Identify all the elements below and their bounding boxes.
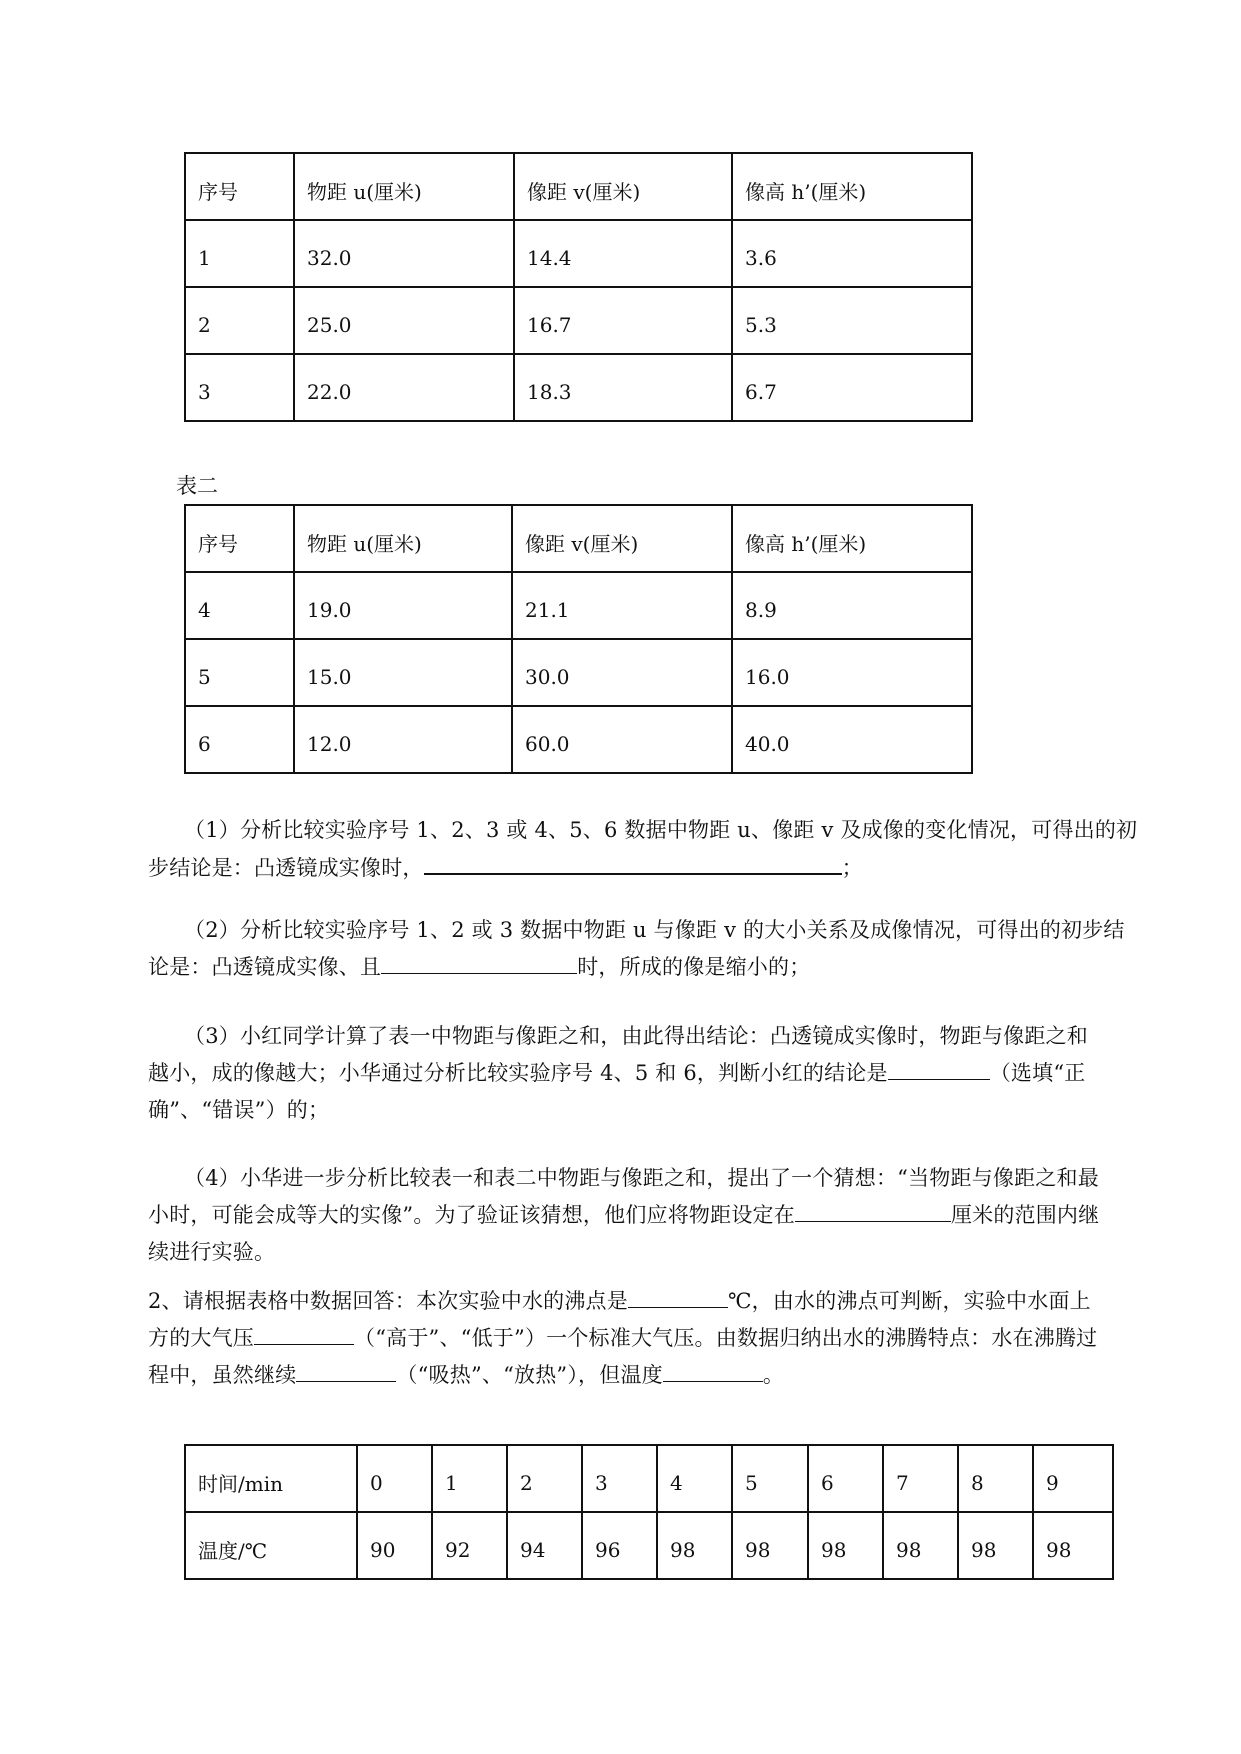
table-cell: 25.0: [294, 287, 514, 354]
answer-blank-temperature[interactable]: [663, 1357, 763, 1382]
table-cell: 15.0: [294, 639, 512, 706]
table-cell: 32.0: [294, 220, 514, 287]
table-cell: 4: [657, 1445, 732, 1512]
question-4-line-1: （4）小华进一步分析比较表一和表二中物距与像距之和，提出了一个猜想：“当物距与像距之和最: [184, 1166, 1099, 1190]
header-cell: 序号: [185, 153, 294, 220]
header-cell: 像距 v(厘米): [514, 153, 732, 220]
table-cell: 1: [185, 220, 294, 287]
header-cell: 序号: [185, 505, 294, 572]
table-cell: 98: [1033, 1512, 1113, 1579]
question-1: [148, 812, 1137, 887]
table-cell: 0: [357, 1445, 432, 1512]
question-4: [148, 1160, 1099, 1271]
table-cell: 4: [185, 572, 294, 639]
table-cell: 6: [185, 706, 294, 773]
boiling-data-table: [184, 1444, 1114, 1580]
problem-2-line-2: [148, 1320, 1097, 1357]
answer-blank-air-pressure[interactable]: [254, 1320, 354, 1345]
table-cell: 3: [185, 354, 294, 421]
table-cell: 3: [582, 1445, 657, 1512]
time-row: [185, 1445, 1113, 1512]
table-cell: 5: [185, 639, 294, 706]
table-cell: 8: [958, 1445, 1033, 1512]
temperature-row: [185, 1512, 1113, 1579]
problem-2-text-7: 。: [762, 1363, 785, 1387]
header-cell: 像高 h’(厘米): [732, 153, 972, 220]
question-3: [148, 1018, 1088, 1129]
header-cell: 像高 h’(厘米): [732, 505, 972, 572]
table-cell: 98: [657, 1512, 732, 1579]
table-header-row: [185, 505, 972, 572]
answer-blank-boiling-point[interactable]: [628, 1283, 728, 1308]
question-1-line-1: （1）分析比较实验序号 1、2、3 或 4、5、6 数据中物距 u、像距 v 及成像的变化情况，可得出的初: [184, 818, 1138, 842]
table-row: [185, 220, 972, 287]
table-cell: 98: [732, 1512, 808, 1579]
table-cell: 96: [582, 1512, 657, 1579]
problem-2-text-2: ℃，由水的沸点可判断，实验中水面上: [727, 1289, 1091, 1313]
table-cell: 6: [808, 1445, 883, 1512]
question-2-text-before: 论是：凸透镜成实像、且: [148, 955, 382, 979]
temp-label-cell: 温度/℃: [185, 1512, 357, 1579]
question-2-text-after: 时，所成的像是缩小的；: [577, 955, 811, 979]
lens-data-table-1: [184, 152, 973, 422]
question-2-line-2: [148, 949, 1125, 986]
table-cell: 22.0: [294, 354, 514, 421]
question-2-line-1: （2）分析比较实验序号 1、2 或 3 数据中物距 u 与像距 v 的大小关系及成像情况，可得出的初步结: [184, 918, 1125, 942]
table-cell: 90: [357, 1512, 432, 1579]
answer-blank-q3[interactable]: [888, 1055, 990, 1080]
problem-2-text-3: 方的大气压: [148, 1326, 254, 1350]
question-3-line-2: [148, 1055, 1088, 1092]
time-label-cell: 时间/min: [185, 1445, 357, 1512]
question-1-line-2: [148, 849, 1137, 887]
table-cell: 14.4: [514, 220, 732, 287]
answer-blank-q1[interactable]: [424, 849, 842, 875]
table-row: [185, 572, 972, 639]
table-cell: 60.0: [512, 706, 732, 773]
question-3-text-after: （选填“正: [989, 1061, 1086, 1085]
question-3-line-1: （3）小红同学计算了表一中物距与像距之和，由此得出结论：凸透镜成实像时，物距与像距之和: [184, 1024, 1088, 1048]
table-cell: 98: [958, 1512, 1033, 1579]
table-2-caption: 表二: [176, 474, 218, 498]
table-cell: 16.0: [732, 639, 972, 706]
question-4-text-before: 小时，可能会成等大的实像”。为了验证该猜想，他们应将物距设定在: [148, 1203, 795, 1227]
table-cell: 16.7: [514, 287, 732, 354]
answer-blank-heat[interactable]: [296, 1357, 396, 1382]
problem-2-text-5: 程中，虽然继续: [148, 1363, 297, 1387]
problem-2-line-3: [148, 1357, 1097, 1394]
table-cell: 2: [507, 1445, 582, 1512]
question-1-text-after: ；: [841, 856, 863, 880]
problem-2-text-1: 2、请根据表格中数据回答：本次实验中水的沸点是: [148, 1289, 628, 1313]
table-cell: 8.9: [732, 572, 972, 639]
table-cell: 92: [432, 1512, 507, 1579]
table-cell: 30.0: [512, 639, 732, 706]
problem-2-line-1: [148, 1283, 1097, 1320]
table-cell: 2: [185, 287, 294, 354]
table-cell: 40.0: [732, 706, 972, 773]
question-2: [148, 912, 1125, 986]
answer-blank-q2[interactable]: [381, 949, 577, 974]
table-cell: 1: [432, 1445, 507, 1512]
table-row: [185, 354, 972, 421]
answer-blank-q4[interactable]: [795, 1197, 951, 1222]
table-row: [185, 639, 972, 706]
question-4-line-2: [148, 1197, 1099, 1234]
table-cell: 6.7: [732, 354, 972, 421]
header-cell: 物距 u(厘米): [294, 153, 514, 220]
header-cell: 物距 u(厘米): [294, 505, 512, 572]
question-1-text-before: 步结论是：凸透镜成实像时，: [148, 856, 424, 880]
question-4-text-after: 厘米的范围内继: [950, 1203, 1100, 1227]
problem-2-text-4: （“高于”、“低于”）一个标准大气压。由数据归纳出水的沸腾特点：水在沸腾过: [354, 1326, 1098, 1350]
table-cell: 19.0: [294, 572, 512, 639]
table-header-row: [185, 153, 972, 220]
question-3-line-3: 确”、“错误”）的；: [148, 1098, 330, 1122]
table-row: [185, 706, 972, 773]
table-cell: 98: [883, 1512, 958, 1579]
table-cell: 98: [808, 1512, 883, 1579]
lens-data-table-2: [184, 504, 973, 774]
table-cell: 94: [507, 1512, 582, 1579]
table-cell: 7: [883, 1445, 958, 1512]
table-cell: 21.1: [512, 572, 732, 639]
table-cell: 5.3: [732, 287, 972, 354]
table-cell: 18.3: [514, 354, 732, 421]
question-4-line-3: 续进行实验。: [148, 1240, 276, 1264]
table-cell: 12.0: [294, 706, 512, 773]
header-cell: 像距 v(厘米): [512, 505, 732, 572]
table-cell: 9: [1033, 1445, 1113, 1512]
question-3-text-before: 越小，成的像越大；小华通过分析比较实验序号 4、5 和 6，判断小红的结论是: [148, 1061, 888, 1085]
problem-2-text-6: （“吸热”、“放热”），但温度: [396, 1363, 663, 1387]
problem-2: [148, 1283, 1097, 1394]
table-cell: 3.6: [732, 220, 972, 287]
table-cell: 5: [732, 1445, 808, 1512]
table-row: [185, 287, 972, 354]
